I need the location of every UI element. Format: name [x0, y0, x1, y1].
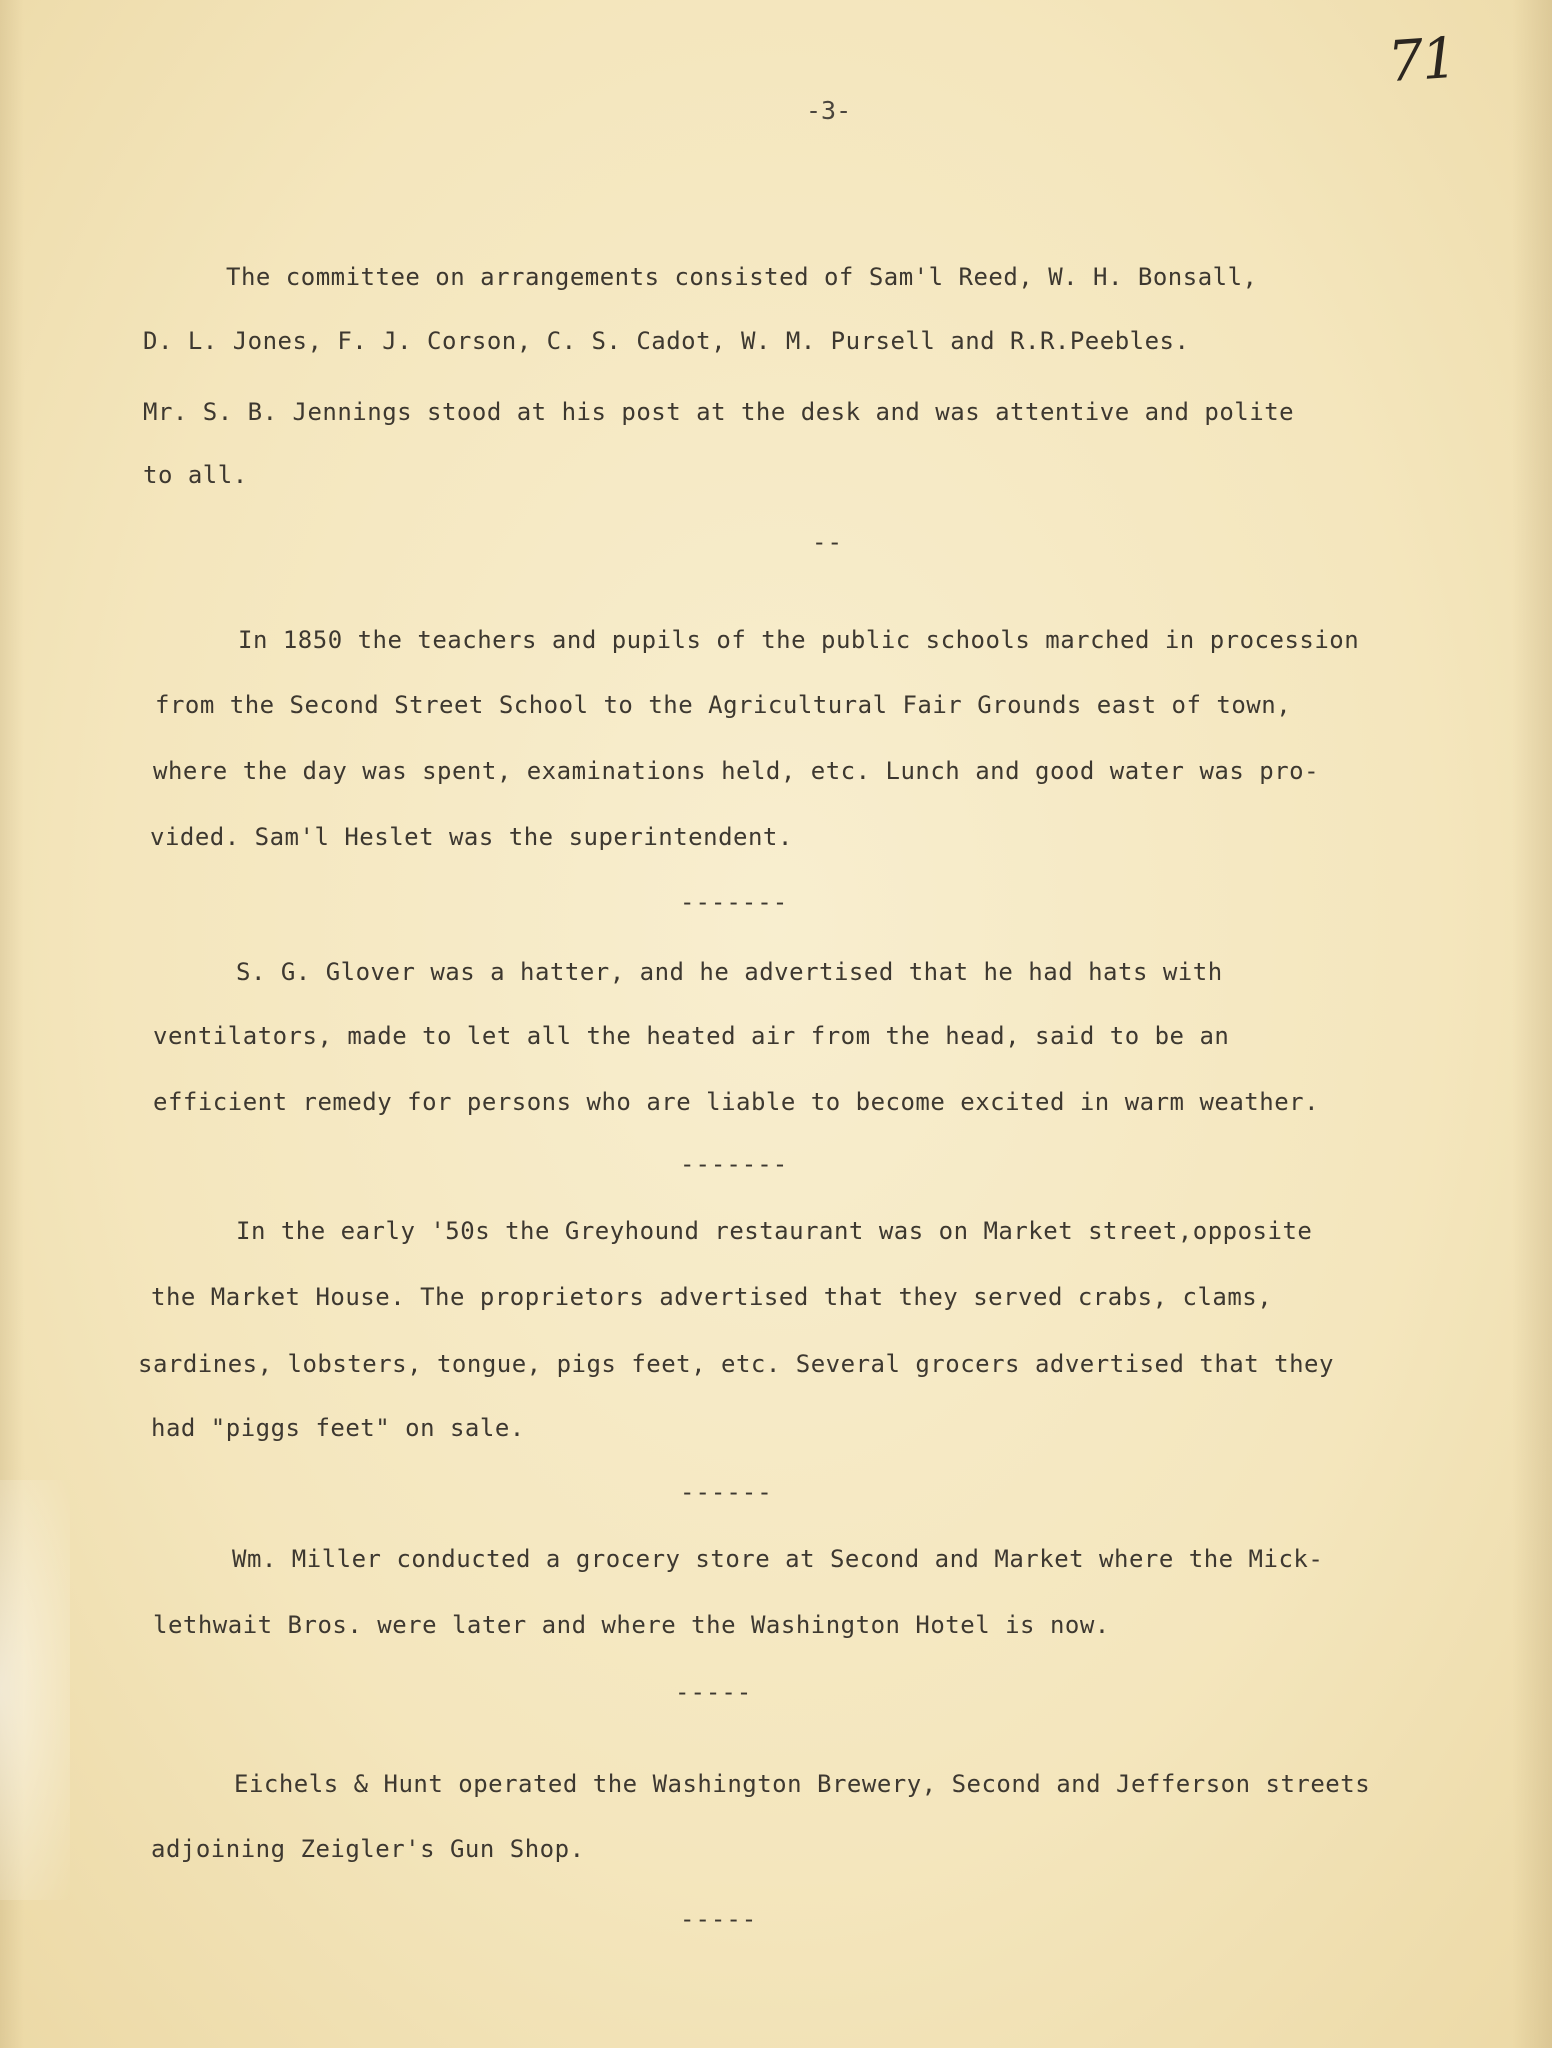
paragraph-line: the Market House. The proprietors advertised that they served crabs, clams,	[151, 1283, 1273, 1311]
paragraph-line: efficient remedy for persons who are liable to become excited in warm weather.	[153, 1088, 1320, 1116]
section-separator: -----	[680, 1905, 758, 1933]
paragraph-line: where the day was spent, examinations held, etc. Lunch and good water was pro-	[153, 757, 1320, 785]
section-separator: -----	[675, 1678, 753, 1706]
section-separator: -------	[680, 888, 789, 916]
paragraph-line: sardines, lobsters, tongue, pigs feet, etc. Several grocers advertised that they	[138, 1350, 1334, 1378]
paragraph-line: The committee on arrangements consisted of Sam'l Reed, W. H. Bonsall,	[226, 263, 1258, 291]
paragraph-line: ventilators, made to let all the heated air from the head, said to be an	[153, 1022, 1230, 1050]
paragraph-line: from the Second Street School to the Agricultural Fair Grounds east of town,	[155, 691, 1292, 719]
paragraph-line: vided. Sam'l Heslet was the superintendent.	[150, 823, 793, 851]
paper-edge-right	[1512, 0, 1552, 2048]
paper-stain	[0, 1480, 70, 1900]
page-number: -3-	[806, 96, 852, 125]
section-separator: --	[812, 528, 843, 556]
paragraph-line: In 1850 the teachers and pupils of the public schools marched in procession	[238, 626, 1360, 654]
paragraph-line: had "piggs feet" on sale.	[151, 1414, 525, 1442]
paragraph-line: Mr. S. B. Jennings stood at his post at the desk and was attentive and polite	[143, 398, 1295, 426]
paragraph-line: S. G. Glover was a hatter, and he advertised that he had hats with	[236, 958, 1223, 986]
paragraph-line: to all.	[143, 461, 248, 489]
folio-number: 71	[1385, 25, 1458, 96]
paragraph-line: In the early '50s the Greyhound restaurant was on Market street,opposite	[236, 1217, 1313, 1245]
section-separator: ------	[680, 1478, 773, 1506]
section-separator: -------	[680, 1150, 789, 1178]
paragraph-line: Eichels & Hunt operated the Washington Brewery, Second and Jefferson streets	[234, 1770, 1371, 1798]
paragraph-line: adjoining Zeigler's Gun Shop.	[151, 1835, 585, 1863]
paragraph-line: Wm. Miller conducted a grocery store at Second and Market where the Mick-	[232, 1545, 1324, 1573]
paragraph-line: lethwait Bros. were later and where the Washington Hotel is now.	[153, 1611, 1110, 1639]
paragraph-line: D. L. Jones, F. J. Corson, C. S. Cadot, W. M. Pursell and R.R.Peebles.	[143, 327, 1190, 355]
